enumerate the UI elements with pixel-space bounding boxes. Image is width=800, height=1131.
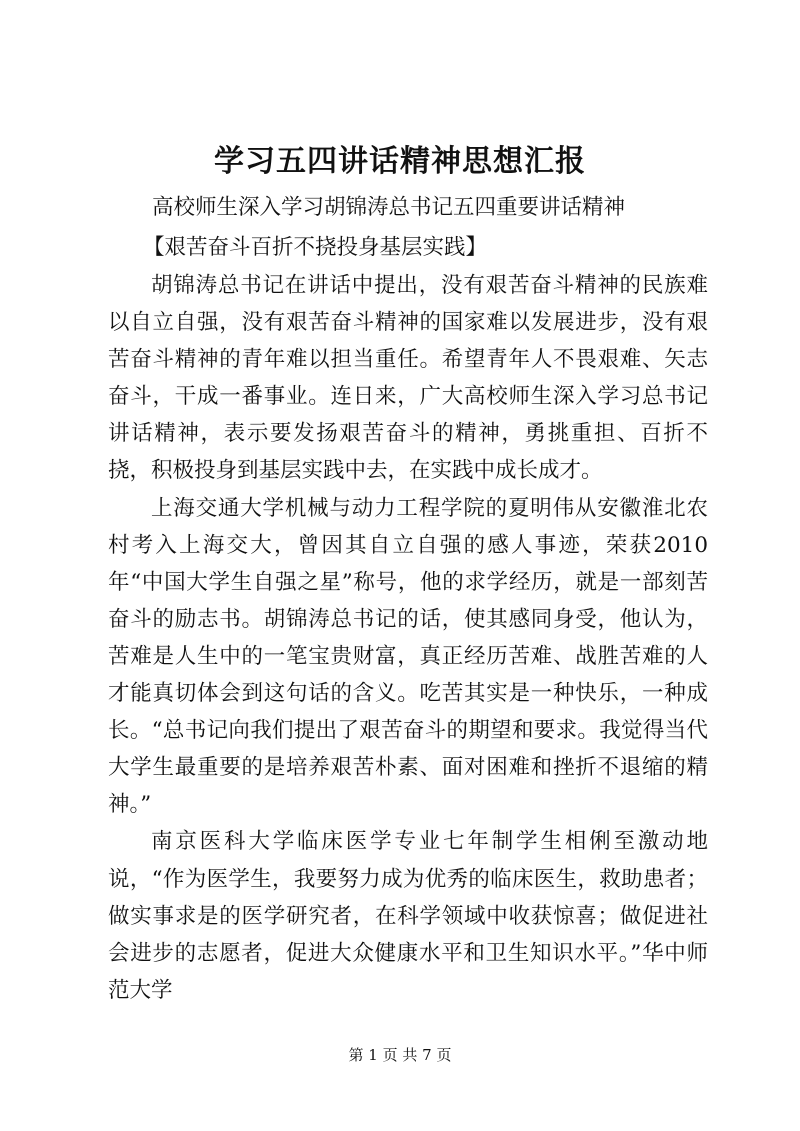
paragraph: 胡锦涛总书记在讲话中提出，没有艰苦奋斗精神的民族难以自立自强，没有艰苦奋斗精神的国家难以发展进步，没有艰苦奋斗精神的青年难以担当重任。希望青年人不畏艰难、矢志奋斗，干成一番事业。连日来，广大高校师生深入学习总书记讲话精神，表示要发扬艰苦奋斗的精神，勇挑重担、百折不挠，积极投身到基层实践中去，在实践中成长成才。: [108, 273, 708, 484]
subtitle: 高校师生深入学习胡锦涛总书记五四重要讲话精神: [152, 195, 626, 220]
body-text: [108, 267, 708, 1009]
page-footer: 第 1 页 共 7 页: [348, 1046, 452, 1064]
page-title: 学习五四讲话精神思想汇报: [214, 144, 586, 179]
paragraph: 上海交通大学机械与动力工程学院的夏明伟从安徽淮北农村考入上海交大，曾因其自立自强的感人事迹，荣获2010年“中国大学生自强之星”称号，他的求学经历，就是一部刻苦奋斗的励志书。胡锦涛总书记的话，使其感同身受，他认为，苦难是人生中的一笔宝贵财富，真正经历苦难、战胜苦难的人才能真切体会到这句话的含义。吃苦其实是一种快乐，一种成长。“总书记向我们提出了艰苦奋斗的期望和要求。我觉得当代大学生最重要的是培养艰苦朴素、面对困难和挫折不退缩的精神。”: [108, 495, 708, 818]
paragraph: 南京医科大学临床医学专业七年制学生相俐至激动地说，“作为医学生，我要努力成为优秀的临床医生，救助患者；做实事求是的医学研究者，在科学领域中收获惊喜；做促进社会进步的志愿者，促进大众健康水平和卫生知识水平。”华中师范大学: [108, 829, 708, 1003]
section-heading: 【艰苦奋斗百折不挠投身基层实践】: [143, 235, 488, 260]
